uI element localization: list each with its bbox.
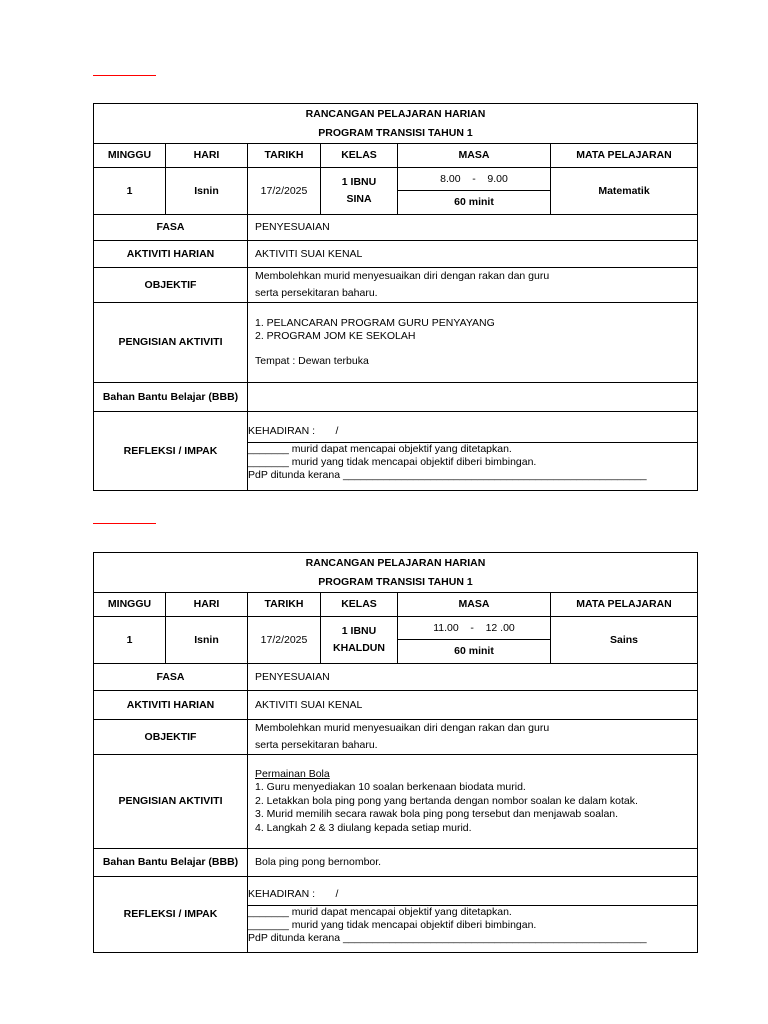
hari-value: Isnin <box>166 168 248 215</box>
aktiviti-value: AKTIVITI SUAI KENAL <box>248 241 698 268</box>
refleksi-line: PdP ditunda kerana ____________________________________________________ <box>248 468 647 481</box>
pengisian-heading: Permainan Bola <box>255 767 330 780</box>
aktiviti-label: AKTIVITI HARIAN <box>94 691 248 720</box>
header-minggu: MINGGU <box>94 144 166 168</box>
objektif-value <box>248 268 698 303</box>
kelas-value <box>321 617 398 664</box>
pengisian-label: PENGISIAN AKTIVITI <box>94 755 248 849</box>
mata-pelajaran-value: Sains <box>551 617 698 664</box>
refleksi-cell <box>248 412 698 491</box>
plan-title: RANCANGAN PELAJARAN HARIAN <box>305 107 486 120</box>
kehadiran-text: KEHADIRAN : / <box>248 884 697 906</box>
refleksi-line: PdP ditunda kerana ____________________________________________________ <box>248 932 647 944</box>
aktiviti-value: AKTIVITI SUAI KENAL <box>248 691 698 720</box>
objektif-line1: Membolehkan murid menyesuaikan diri dengan rakan dan guru <box>255 722 550 734</box>
minggu-value: 1 <box>94 617 166 664</box>
red-marker-line <box>93 523 156 524</box>
pengisian-item: 1. PELANCARAN PROGRAM GURU PENYAYANG <box>255 317 495 329</box>
red-marker-line <box>93 75 156 76</box>
tarikh-value: 17/2/2025 <box>248 168 321 215</box>
objektif-line2: serta persekitaran baharu. <box>255 739 378 751</box>
refleksi-label: REFLEKSI / IMPAK <box>94 877 248 953</box>
header-mata-pelajaran: MATA PELAJARAN <box>551 144 698 168</box>
header-kelas: KELAS <box>321 144 398 168</box>
tempat-text: Tempat : Dewan terbuka <box>255 355 369 367</box>
program-title: PROGRAM TRANSISI TAHUN 1 <box>318 126 473 139</box>
hari-value: Isnin <box>166 617 248 664</box>
header-tarikh: TARIKH <box>248 144 321 168</box>
kelas-line1: 1 IBNU <box>341 176 377 188</box>
masa-time: 8.00 - 9.00 <box>398 168 550 191</box>
header-kelas: KELAS <box>321 593 398 617</box>
refleksi-line: _______ murid dapat mencapai objektif yang ditetapkan. <box>248 906 512 918</box>
masa-time: 11.00 - 12 .00 <box>398 617 550 640</box>
fasa-value: PENYESUAIAN <box>248 664 698 691</box>
plan-title: RANCANGAN PELAJARAN HARIAN <box>305 556 486 569</box>
kelas-line2: KHALDUN <box>333 642 385 654</box>
bbb-value: Bola ping pong bernombor. <box>248 849 698 877</box>
objektif-value <box>248 720 698 755</box>
lesson-plan-table <box>93 103 698 491</box>
kehadiran-text: KEHADIRAN : / <box>248 421 697 443</box>
refleksi-line: _______ murid yang tidak mencapai objektif diberi bimbingan. <box>248 455 537 468</box>
pengisian-value <box>248 755 698 849</box>
bbb-value <box>248 383 698 412</box>
bbb-label: Bahan Bantu Belajar (BBB) <box>94 849 248 877</box>
objektif-line1: Membolehkan murid menyesuaikan diri dengan rakan dan guru <box>255 270 550 282</box>
minggu-value: 1 <box>94 168 166 215</box>
pengisian-label: PENGISIAN AKTIVITI <box>94 303 248 383</box>
fasa-label: FASA <box>94 664 248 691</box>
masa-cell <box>398 168 551 215</box>
mata-pelajaran-value: Matematik <box>551 168 698 215</box>
header-masa: MASA <box>398 593 551 617</box>
bbb-label: Bahan Bantu Belajar (BBB) <box>94 383 248 412</box>
pengisian-value <box>248 303 698 383</box>
header-masa: MASA <box>398 144 551 168</box>
refleksi-body <box>248 906 697 946</box>
header-hari: HARI <box>166 593 248 617</box>
refleksi-body <box>248 442 697 482</box>
masa-cell <box>398 617 551 664</box>
header-mata-pelajaran: MATA PELAJARAN <box>551 593 698 617</box>
pengisian-item: 4. Langkah 2 & 3 diulang kepada setiap murid. <box>255 821 472 834</box>
pengisian-item: 1. Guru menyediakan 10 soalan berkenaan biodata murid. <box>255 781 526 794</box>
program-title: PROGRAM TRANSISI TAHUN 1 <box>318 575 473 588</box>
objektif-line2: serta persekitaran baharu. <box>255 287 378 299</box>
kelas-line1: 1 IBNU <box>341 625 377 637</box>
objektif-label: OBJEKTIF <box>94 720 248 755</box>
pengisian-item: 3. Murid memilih secara rawak bola ping pong tersebut dan menjawab soalan. <box>255 808 619 821</box>
header-tarikh: TARIKH <box>248 593 321 617</box>
title-cell <box>94 553 698 593</box>
refleksi-line: _______ murid yang tidak mencapai objektif diberi bimbingan. <box>248 919 537 931</box>
refleksi-cell <box>248 877 698 953</box>
fasa-label: FASA <box>94 215 248 241</box>
kelas-value <box>321 168 398 215</box>
tarikh-value: 17/2/2025 <box>248 617 321 664</box>
pengisian-item: 2. PROGRAM JOM KE SEKOLAH <box>255 330 416 342</box>
header-hari: HARI <box>166 144 248 168</box>
masa-duration: 60 minit <box>454 196 494 208</box>
refleksi-line: _______ murid dapat mencapai objektif yang ditetapkan. <box>248 442 512 455</box>
aktiviti-label: AKTIVITI HARIAN <box>94 241 248 268</box>
lesson-plan-table <box>93 552 698 953</box>
fasa-value: PENYESUAIAN <box>248 215 698 241</box>
kelas-line2: SINA <box>346 193 372 205</box>
objektif-label: OBJEKTIF <box>94 268 248 303</box>
header-minggu: MINGGU <box>94 593 166 617</box>
refleksi-label: REFLEKSI / IMPAK <box>94 412 248 491</box>
masa-duration: 60 minit <box>454 645 494 657</box>
title-cell <box>94 104 698 144</box>
pengisian-item: 2. Letakkan bola ping pong yang bertanda dengan nombor soalan ke dalam kotak. <box>255 794 638 807</box>
